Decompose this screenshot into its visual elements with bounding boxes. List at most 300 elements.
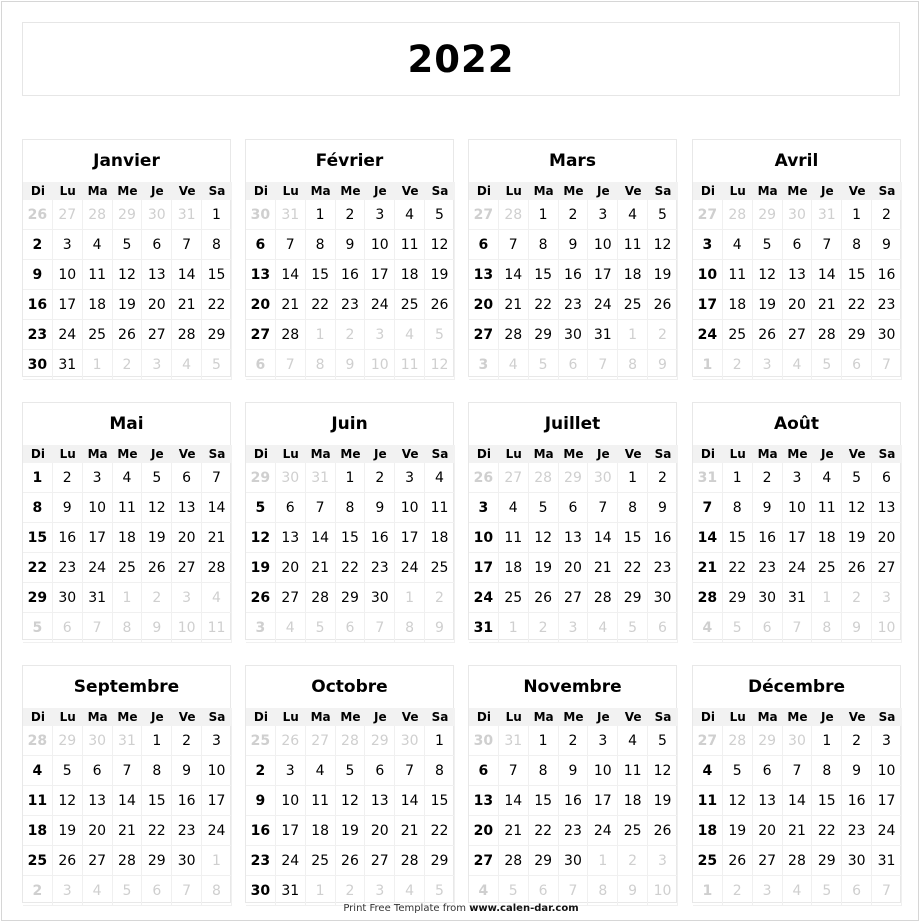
adjacent-month-day: 1 xyxy=(306,320,336,350)
week-row xyxy=(23,816,232,846)
week-row xyxy=(469,290,678,320)
day-cell: 21 xyxy=(276,290,306,320)
year-header xyxy=(22,22,900,96)
adjacent-month-day: 1 xyxy=(499,613,529,643)
day-cell: 30 xyxy=(872,320,902,350)
adjacent-month-day: 7 xyxy=(588,350,618,380)
day-cell: 13 xyxy=(276,523,306,553)
week-row xyxy=(246,876,455,906)
day-cell: 13 xyxy=(142,260,172,290)
day-cell: 21 xyxy=(306,553,336,583)
week-row xyxy=(693,846,902,876)
month-block xyxy=(245,665,454,903)
weekday-header-row xyxy=(469,445,678,463)
day-cell: 3 xyxy=(202,726,232,756)
adjacent-month-day: 5 xyxy=(23,613,53,643)
adjacent-month-day: 5 xyxy=(425,876,455,906)
weekday-label: Ve xyxy=(624,184,642,198)
adjacent-month-day: 12 xyxy=(425,350,455,380)
day-cell: 10 xyxy=(395,493,425,523)
adjacent-month-day: 3 xyxy=(142,350,172,380)
adjacent-month-day: 8 xyxy=(113,613,143,643)
weekday-label: Di xyxy=(476,184,491,198)
day-cell: 24 xyxy=(693,320,723,350)
adjacent-month-day: 7 xyxy=(872,350,902,380)
day-cell: 7 xyxy=(172,230,202,260)
adjacent-month-day: 27 xyxy=(499,463,529,493)
day-cell: 3 xyxy=(365,200,395,230)
month-grid xyxy=(23,708,232,906)
day-cell: 26 xyxy=(246,583,276,613)
month-grid xyxy=(23,445,232,643)
adjacent-month-day: 27 xyxy=(53,200,83,230)
day-cell: 5 xyxy=(53,756,83,786)
adjacent-month-day: 3 xyxy=(365,876,395,906)
day-cell: 25 xyxy=(306,846,336,876)
weekday-label: Ve xyxy=(401,184,419,198)
adjacent-month-day: 8 xyxy=(812,613,842,643)
day-cell: 10 xyxy=(365,230,395,260)
adjacent-month-day: 2 xyxy=(723,350,753,380)
day-cell: 23 xyxy=(842,816,872,846)
day-cell: 14 xyxy=(693,523,723,553)
weekday-label: Sa xyxy=(431,184,449,198)
day-cell: 11 xyxy=(618,230,648,260)
day-cell: 5 xyxy=(425,200,455,230)
day-cell: 9 xyxy=(648,493,678,523)
adjacent-month-day: 1 xyxy=(83,350,113,380)
month-block xyxy=(692,139,901,377)
weekday-label: Me xyxy=(563,184,584,198)
weekday-label: Lu xyxy=(505,184,522,198)
adjacent-month-day: 2 xyxy=(336,876,366,906)
day-cell: 6 xyxy=(469,230,499,260)
day-cell: 15 xyxy=(336,523,366,553)
day-cell: 26 xyxy=(336,846,366,876)
day-cell: 15 xyxy=(723,523,753,553)
day-cell: 15 xyxy=(306,260,336,290)
week-row xyxy=(246,260,455,290)
adjacent-month-day: 7 xyxy=(83,613,113,643)
week-row xyxy=(246,230,455,260)
weekday-label: Me xyxy=(117,447,138,461)
adjacent-month-day: 28 xyxy=(336,726,366,756)
adjacent-month-day: 9 xyxy=(142,613,172,643)
weekday-label: Lu xyxy=(282,447,299,461)
day-cell: 1 xyxy=(142,726,172,756)
week-row xyxy=(23,756,232,786)
adjacent-month-day: 26 xyxy=(23,200,53,230)
day-cell: 6 xyxy=(872,463,902,493)
weekday-label: Me xyxy=(787,710,808,724)
adjacent-month-day: 4 xyxy=(469,876,499,906)
day-cell: 30 xyxy=(172,846,202,876)
adjacent-month-day: 10 xyxy=(365,350,395,380)
day-cell: 6 xyxy=(172,463,202,493)
day-cell: 19 xyxy=(753,290,783,320)
day-cell: 15 xyxy=(142,786,172,816)
adjacent-month-day: 3 xyxy=(53,876,83,906)
day-cell: 29 xyxy=(336,583,366,613)
footer-credit xyxy=(0,903,922,914)
day-cell: 22 xyxy=(723,553,753,583)
adjacent-month-day: 29 xyxy=(753,726,783,756)
adjacent-month-day: 28 xyxy=(499,200,529,230)
week-row xyxy=(469,876,678,906)
day-cell: 5 xyxy=(246,493,276,523)
weekday-label: Je xyxy=(596,184,610,198)
day-cell: 11 xyxy=(113,493,143,523)
day-cell: 3 xyxy=(588,726,618,756)
month-grid xyxy=(246,708,455,906)
day-cell: 28 xyxy=(202,553,232,583)
weekday-label: Ve xyxy=(624,447,642,461)
day-cell: 26 xyxy=(425,290,455,320)
adjacent-month-day: 30 xyxy=(276,463,306,493)
weekday-label: Je xyxy=(820,184,834,198)
day-cell: 4 xyxy=(618,726,648,756)
day-cell: 16 xyxy=(753,523,783,553)
day-cell: 4 xyxy=(306,756,336,786)
day-cell: 21 xyxy=(172,290,202,320)
week-row xyxy=(23,200,232,230)
weekday-label: Ma xyxy=(87,447,108,461)
day-cell: 20 xyxy=(172,523,202,553)
day-cell: 7 xyxy=(202,463,232,493)
day-cell: 21 xyxy=(783,816,813,846)
month-name: Novembre xyxy=(523,677,622,697)
adjacent-month-day: 26 xyxy=(276,726,306,756)
day-cell: 13 xyxy=(753,786,783,816)
day-cell: 30 xyxy=(753,583,783,613)
month-block xyxy=(468,139,677,377)
weekday-label: Ve xyxy=(401,447,419,461)
adjacent-month-day: 2 xyxy=(142,583,172,613)
adjacent-month-day: 8 xyxy=(395,613,425,643)
day-cell: 29 xyxy=(529,320,559,350)
weekday-label: Je xyxy=(596,447,610,461)
day-cell: 17 xyxy=(83,523,113,553)
day-cell: 11 xyxy=(499,523,529,553)
day-cell: 1 xyxy=(529,200,559,230)
day-cell: 28 xyxy=(783,846,813,876)
day-cell: 4 xyxy=(499,493,529,523)
month-grid xyxy=(693,182,902,380)
weekday-label: Me xyxy=(340,447,361,461)
week-row xyxy=(23,583,232,613)
day-cell: 7 xyxy=(693,493,723,523)
adjacent-month-day: 6 xyxy=(648,613,678,643)
day-cell: 3 xyxy=(469,493,499,523)
week-row xyxy=(693,756,902,786)
adjacent-month-day: 11 xyxy=(202,613,232,643)
adjacent-month-day: 25 xyxy=(246,726,276,756)
adjacent-month-day: 4 xyxy=(783,876,813,906)
month-grid xyxy=(246,445,455,643)
adjacent-month-day: 4 xyxy=(83,876,113,906)
day-cell: 24 xyxy=(395,553,425,583)
weekday-label: Ma xyxy=(310,184,331,198)
weekday-header-row xyxy=(246,182,455,200)
day-cell: 27 xyxy=(172,553,202,583)
adjacent-month-day: 7 xyxy=(276,350,306,380)
day-cell: 16 xyxy=(172,786,202,816)
day-cell: 29 xyxy=(842,320,872,350)
weekday-label: Sa xyxy=(208,447,226,461)
day-cell: 27 xyxy=(276,583,306,613)
day-cell: 25 xyxy=(618,290,648,320)
day-cell: 26 xyxy=(842,553,872,583)
day-cell: 6 xyxy=(783,230,813,260)
week-row xyxy=(23,290,232,320)
day-cell: 2 xyxy=(172,726,202,756)
day-cell: 6 xyxy=(276,493,306,523)
day-cell: 25 xyxy=(395,290,425,320)
day-cell: 7 xyxy=(499,230,529,260)
adjacent-month-day: 31 xyxy=(693,463,723,493)
day-cell: 3 xyxy=(588,200,618,230)
week-row xyxy=(23,350,232,380)
weekday-label: Ma xyxy=(310,447,331,461)
day-cell: 19 xyxy=(53,816,83,846)
day-cell: 22 xyxy=(306,290,336,320)
adjacent-month-day: 5 xyxy=(812,876,842,906)
month-block xyxy=(22,139,231,377)
week-row xyxy=(469,613,678,643)
day-cell: 2 xyxy=(53,463,83,493)
adjacent-month-day: 9 xyxy=(842,613,872,643)
day-cell: 6 xyxy=(142,230,172,260)
week-row xyxy=(693,350,902,380)
weekday-label: Sa xyxy=(654,447,672,461)
day-cell: 12 xyxy=(723,786,753,816)
day-cell: 16 xyxy=(23,290,53,320)
day-cell: 10 xyxy=(276,786,306,816)
adjacent-month-day: 6 xyxy=(842,876,872,906)
week-row xyxy=(469,846,678,876)
day-cell: 2 xyxy=(559,200,589,230)
day-cell: 2 xyxy=(872,200,902,230)
adjacent-month-day: 30 xyxy=(783,726,813,756)
day-cell: 1 xyxy=(723,463,753,493)
day-cell: 22 xyxy=(202,290,232,320)
day-cell: 24 xyxy=(83,553,113,583)
day-cell: 18 xyxy=(693,816,723,846)
weekday-label: Di xyxy=(700,184,715,198)
day-cell: 26 xyxy=(53,846,83,876)
week-row xyxy=(246,846,455,876)
day-cell: 9 xyxy=(172,756,202,786)
adjacent-month-day: 1 xyxy=(812,583,842,613)
day-cell: 16 xyxy=(872,260,902,290)
week-row xyxy=(23,553,232,583)
day-cell: 10 xyxy=(202,756,232,786)
weekday-label: Sa xyxy=(208,710,226,724)
day-cell: 24 xyxy=(365,290,395,320)
day-cell: 9 xyxy=(872,230,902,260)
day-cell: 31 xyxy=(469,613,499,643)
week-row xyxy=(693,726,902,756)
adjacent-month-day: 28 xyxy=(83,200,113,230)
week-row xyxy=(23,726,232,756)
day-cell: 16 xyxy=(842,786,872,816)
day-cell: 20 xyxy=(83,816,113,846)
day-cell: 21 xyxy=(588,553,618,583)
month-name: Mai xyxy=(109,414,144,434)
day-cell: 13 xyxy=(83,786,113,816)
adjacent-month-day: 1 xyxy=(395,583,425,613)
day-cell: 13 xyxy=(559,523,589,553)
week-row xyxy=(469,493,678,523)
day-cell: 1 xyxy=(812,726,842,756)
weekday-label: Lu xyxy=(505,710,522,724)
day-cell: 24 xyxy=(53,320,83,350)
weekday-label: Ve xyxy=(178,184,196,198)
adjacent-month-day: 30 xyxy=(246,200,276,230)
day-cell: 11 xyxy=(812,493,842,523)
adjacent-month-day: 6 xyxy=(529,876,559,906)
day-cell: 23 xyxy=(172,816,202,846)
day-cell: 3 xyxy=(783,463,813,493)
day-cell: 17 xyxy=(53,290,83,320)
weekday-label: Lu xyxy=(282,184,299,198)
adjacent-month-day: 8 xyxy=(618,350,648,380)
adjacent-month-day: 30 xyxy=(142,200,172,230)
day-cell: 8 xyxy=(618,493,648,523)
week-row xyxy=(469,756,678,786)
day-cell: 1 xyxy=(202,200,232,230)
day-cell: 13 xyxy=(469,260,499,290)
day-cell: 9 xyxy=(23,260,53,290)
weekday-label: Ma xyxy=(310,710,331,724)
day-cell: 26 xyxy=(529,583,559,613)
day-cell: 8 xyxy=(425,756,455,786)
footer-site[interactable]: www.calen-dar.com xyxy=(469,903,579,914)
day-cell: 22 xyxy=(618,553,648,583)
adjacent-month-day: 3 xyxy=(648,846,678,876)
day-cell: 8 xyxy=(529,756,559,786)
adjacent-month-day: 3 xyxy=(872,583,902,613)
weekday-label: Lu xyxy=(59,447,76,461)
day-cell: 12 xyxy=(246,523,276,553)
week-row xyxy=(693,613,902,643)
week-row xyxy=(469,523,678,553)
adjacent-month-day: 7 xyxy=(365,613,395,643)
adjacent-month-day: 2 xyxy=(23,876,53,906)
week-row xyxy=(469,553,678,583)
adjacent-month-day: 6 xyxy=(336,613,366,643)
weekday-label: Lu xyxy=(59,184,76,198)
adjacent-month-day: 29 xyxy=(246,463,276,493)
week-row xyxy=(469,463,678,493)
day-cell: 12 xyxy=(425,230,455,260)
day-cell: 10 xyxy=(783,493,813,523)
day-cell: 26 xyxy=(648,816,678,846)
weekday-label: Lu xyxy=(59,710,76,724)
day-cell: 27 xyxy=(83,846,113,876)
day-cell: 19 xyxy=(648,786,678,816)
day-cell: 28 xyxy=(172,320,202,350)
weekday-label: Ve xyxy=(848,184,866,198)
weekday-label: Di xyxy=(700,710,715,724)
month-name: Juin xyxy=(331,414,368,434)
month-block xyxy=(468,665,677,903)
day-cell: 31 xyxy=(783,583,813,613)
day-cell: 24 xyxy=(872,816,902,846)
day-cell: 12 xyxy=(842,493,872,523)
day-cell: 22 xyxy=(529,816,559,846)
day-cell: 8 xyxy=(336,493,366,523)
day-cell: 29 xyxy=(529,846,559,876)
weekday-label: Ma xyxy=(757,447,778,461)
month-name: Septembre xyxy=(73,677,180,697)
adjacent-month-day: 31 xyxy=(113,726,143,756)
day-cell: 9 xyxy=(842,756,872,786)
day-cell: 15 xyxy=(812,786,842,816)
day-cell: 30 xyxy=(53,583,83,613)
day-cell: 29 xyxy=(23,583,53,613)
day-cell: 29 xyxy=(812,846,842,876)
day-cell: 2 xyxy=(648,463,678,493)
adjacent-month-day: 4 xyxy=(693,613,723,643)
adjacent-month-day: 3 xyxy=(469,350,499,380)
day-cell: 1 xyxy=(306,200,336,230)
weekday-label: Ma xyxy=(757,710,778,724)
day-cell: 17 xyxy=(469,553,499,583)
adjacent-month-day: 1 xyxy=(618,320,648,350)
day-cell: 28 xyxy=(499,846,529,876)
adjacent-month-day: 10 xyxy=(872,613,902,643)
day-cell: 8 xyxy=(723,493,753,523)
weekday-header-row xyxy=(469,182,678,200)
day-cell: 29 xyxy=(618,583,648,613)
day-cell: 17 xyxy=(395,523,425,553)
day-cell: 29 xyxy=(142,846,172,876)
adjacent-month-day: 1 xyxy=(693,876,723,906)
week-row xyxy=(469,350,678,380)
week-row xyxy=(246,493,455,523)
day-cell: 27 xyxy=(783,320,813,350)
day-cell: 24 xyxy=(469,583,499,613)
month-grid xyxy=(693,445,902,643)
day-cell: 2 xyxy=(336,200,366,230)
adjacent-month-day: 8 xyxy=(306,350,336,380)
week-row xyxy=(246,320,455,350)
day-cell: 5 xyxy=(648,200,678,230)
day-cell: 10 xyxy=(83,493,113,523)
adjacent-month-day: 31 xyxy=(812,200,842,230)
week-row xyxy=(469,726,678,756)
day-cell: 22 xyxy=(812,816,842,846)
day-cell: 27 xyxy=(469,846,499,876)
day-cell: 21 xyxy=(499,816,529,846)
day-cell: 12 xyxy=(648,756,678,786)
day-cell: 10 xyxy=(588,756,618,786)
weekday-label: Me xyxy=(787,184,808,198)
day-cell: 24 xyxy=(783,553,813,583)
day-cell: 23 xyxy=(246,846,276,876)
adjacent-month-day: 1 xyxy=(588,846,618,876)
day-cell: 18 xyxy=(395,260,425,290)
day-cell: 21 xyxy=(693,553,723,583)
day-cell: 27 xyxy=(246,320,276,350)
day-cell: 17 xyxy=(365,260,395,290)
adjacent-month-day: 6 xyxy=(142,876,172,906)
day-cell: 12 xyxy=(753,260,783,290)
day-cell: 15 xyxy=(529,260,559,290)
day-cell: 9 xyxy=(559,756,589,786)
day-cell: 3 xyxy=(872,726,902,756)
